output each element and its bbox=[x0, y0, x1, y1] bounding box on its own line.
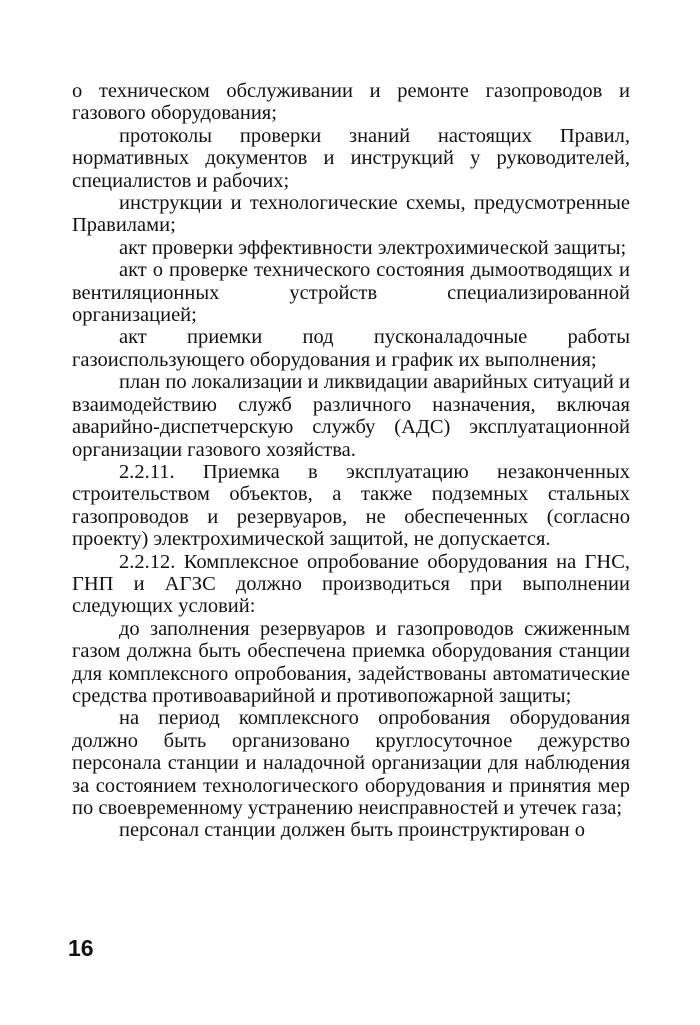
paragraph-staff-instruction: персонал станции должен быть проинструктирован о bbox=[119, 819, 585, 842]
page-number: 16 bbox=[68, 935, 94, 961]
paragraph-duty-period: на период комплексного опробования оборудования должно быть организовано круглосуточное дежурство персонала станции и наладочной организации для наблюдения за состоянием технологического оборудования и принятия мер по своевременному устранению неисправностей и утечек газа; bbox=[72, 707, 630, 819]
paragraph-2-2-12: 2.2.12. Комплексное опробование оборудования на ГНС, ГНП и АГЗС должно производиться при выполнении следующих условий: bbox=[72, 550, 630, 618]
paragraph-instructions: инструкции и технологические схемы, предусмотренные Правилами; bbox=[72, 192, 630, 237]
paragraph-filling-conditions: до заполнения резервуаров и газопроводов сжиженным газом должна быть обеспечена приемка оборудования станции для комплексного опробования, задействованы автоматические средства противоаварийной и противопожарной защиты; bbox=[72, 617, 630, 707]
paragraph-continuation: о техническом обслуживании и ремонте газопроводов и газового оборудования; bbox=[72, 80, 630, 125]
paragraph-flue-act: акт о проверке технического состояния дымоотводящих и вентиляционных устройств специализированной организацией; bbox=[72, 259, 630, 327]
page-body bbox=[72, 80, 630, 842]
paragraph-knowledge-protocols: протоколы проверки знаний настоящих Правил, нормативных документов и инструкций у руководителей, специалистов и рабочих; bbox=[72, 124, 630, 192]
paragraph-2-2-11: 2.2.11. Приемка в эксплуатацию незаконченных строительством объектов, а также подземных стальных газопроводов и резервуаров, не обеспеченных (согласно проекту) электрохимической защитой, не допускается. bbox=[72, 460, 630, 551]
paragraph-emergency-plan: план по локализации и ликвидации аварийных ситуаций и взаимодействию служб различного назначения, включая аварийно-диспетчерскую службу (АДС) эксплуатационной организации газового хозяйства. bbox=[72, 371, 630, 461]
paragraph-commissioning-act: акт приемки под пусконаладочные работы газоиспользующего оборудования и график их выполнения; bbox=[72, 326, 630, 371]
paragraph-ecp-act: акт проверки эффективности электрохимической защиты; bbox=[119, 236, 627, 259]
